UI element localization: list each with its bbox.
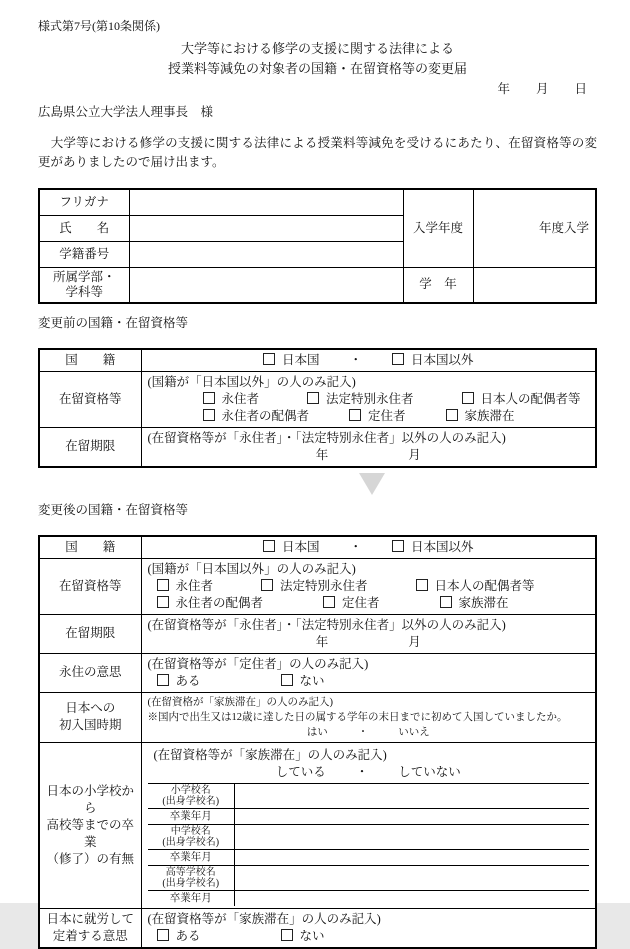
- period-month-label: 月: [408, 635, 421, 649]
- elementary-school-input-cell[interactable]: [235, 783, 590, 808]
- checkbox-icon[interactable]: [323, 596, 335, 608]
- residence-period-cell[interactable]: [141, 614, 596, 653]
- dot-separator: ・: [349, 540, 362, 554]
- intent-no-option: ない: [281, 674, 325, 688]
- status-option: 永住者: [203, 392, 260, 406]
- period-year-label: 年: [316, 448, 329, 462]
- before-section-title: 変更前の国籍・在留資格等: [38, 314, 597, 332]
- table-row: [148, 824, 590, 849]
- entry-no-option[interactable]: いいえ: [398, 727, 430, 738]
- work-intent-options: [141, 909, 596, 949]
- graduation-cell: [141, 742, 596, 909]
- table-row: [39, 267, 596, 303]
- date-day-label: 日: [574, 82, 587, 96]
- document-title-line1: 大学等における修学の支援に関する法律による: [38, 39, 597, 59]
- entry-yes-option[interactable]: はい: [307, 727, 328, 738]
- graduation-date-input-cell[interactable]: [235, 849, 590, 865]
- residence-status-options: [141, 558, 596, 614]
- grade-input-cell[interactable]: [473, 267, 596, 303]
- period-note: (在留資格等が「永住者」・「法定特別永住者」以外の人のみ記入): [148, 617, 590, 634]
- grad-yes-option[interactable]: している: [276, 765, 326, 779]
- non-japan-option: 日本国以外: [392, 353, 474, 367]
- graduation-date-input-cell[interactable]: [235, 808, 590, 824]
- work-note: (在留資格等が「家族滞在」の人のみ記入): [148, 911, 590, 928]
- table-row: [148, 865, 590, 890]
- checkbox-icon[interactable]: [392, 353, 404, 365]
- graduation-label: 日本の小学校から 高校等までの卒業 （修了）の有無: [39, 742, 141, 909]
- transition-arrow-area: [38, 473, 597, 499]
- table-row: [39, 427, 596, 467]
- elementary-school-label: 小学校名 (出身学校名): [148, 783, 235, 808]
- status-option: 定住者: [349, 409, 406, 423]
- table-row: [148, 808, 590, 824]
- checkbox-icon[interactable]: [349, 409, 361, 421]
- status-option: 日本人の配偶者等: [462, 392, 581, 406]
- date-line: [38, 80, 597, 99]
- table-row: [39, 614, 596, 653]
- checkbox-icon[interactable]: [281, 674, 293, 686]
- intent-yes-option: ある: [157, 674, 201, 688]
- checkbox-icon[interactable]: [157, 929, 169, 941]
- nationality-options: [141, 536, 596, 559]
- table-row: [39, 536, 596, 559]
- graduation-date-label: 卒業年月: [148, 890, 235, 906]
- permanent-intent-label: 永住の意思: [39, 653, 141, 692]
- table-row: [39, 349, 596, 372]
- document-title-line2: 授業料等減免の対象者の国籍・在留資格等の変更届: [38, 59, 597, 79]
- work-intent-label: 日本に就労して 定着する意思: [39, 909, 141, 949]
- checkbox-icon[interactable]: [263, 353, 275, 365]
- period-year-label: 年: [316, 635, 329, 649]
- status-option: 永住者: [157, 579, 214, 593]
- checkbox-icon[interactable]: [203, 392, 215, 404]
- japan-option: 日本国: [263, 540, 320, 554]
- checkbox-icon[interactable]: [281, 929, 293, 941]
- checkbox-icon[interactable]: [157, 674, 169, 686]
- table-row: [39, 742, 596, 909]
- date-month-label: 月: [536, 82, 549, 96]
- status-option: 家族滞在: [440, 596, 509, 610]
- checkbox-icon[interactable]: [440, 596, 452, 608]
- graduation-date-input-cell[interactable]: [235, 890, 590, 906]
- addressee: 広島県公立大学法人理事長 様: [38, 103, 597, 122]
- checkbox-icon[interactable]: [203, 409, 215, 421]
- form-number: 様式第7号(第10条関係): [38, 18, 597, 35]
- checkbox-icon[interactable]: [157, 596, 169, 608]
- table-row: [39, 558, 596, 614]
- down-arrow-icon: [359, 473, 385, 495]
- period-note: (在留資格等が「永住者」・「法定特別永住者」以外の人のみ記入): [148, 430, 590, 447]
- department-input-cell[interactable]: [129, 267, 403, 303]
- grade-label: 学 年: [403, 267, 473, 303]
- table-row: [148, 783, 590, 808]
- period-month-label: 月: [408, 448, 421, 462]
- table-row: [39, 371, 596, 427]
- name-input-cell[interactable]: [129, 215, 403, 241]
- entry-note: (在留資格が「家族滞在」の人のみ記入): [148, 695, 590, 710]
- nationality-label: 国 籍: [39, 349, 141, 372]
- residence-status-options: [141, 371, 596, 427]
- residence-period-cell[interactable]: [141, 427, 596, 467]
- before-status-table: [38, 348, 597, 468]
- date-year-label: 年: [497, 82, 510, 96]
- status-option: 法定特別永住者: [307, 392, 414, 406]
- residence-status-label: 在留資格等: [39, 371, 141, 427]
- high-school-label: 高等学校名 (出身学校名): [148, 865, 235, 890]
- junior-high-input-cell[interactable]: [235, 824, 590, 849]
- work-no-option: ない: [281, 929, 325, 943]
- status-option: 永住者の配偶者: [203, 409, 310, 423]
- status-note: (国籍が「日本国以外」の人のみ記入): [148, 561, 590, 578]
- department-label: 所属学部・ 学科等: [39, 267, 129, 303]
- checkbox-icon[interactable]: [392, 540, 404, 552]
- first-entry-label: 日本への 初入国時期: [39, 692, 141, 742]
- furigana-label: フリガナ: [39, 189, 129, 215]
- non-japan-option: 日本国以外: [392, 540, 474, 554]
- grad-no-option[interactable]: していない: [398, 765, 461, 779]
- checkbox-icon[interactable]: [263, 540, 275, 552]
- furigana-input-cell[interactable]: [129, 189, 403, 215]
- intent-note: (在留資格等が「定住者」の人のみ記入): [148, 656, 590, 673]
- first-entry-cell: [141, 692, 596, 742]
- high-school-input-cell[interactable]: [235, 865, 590, 890]
- status-note: (国籍が「日本国以外」の人のみ記入): [148, 374, 590, 391]
- table-row: [39, 909, 596, 949]
- name-label: 氏 名: [39, 215, 129, 241]
- table-row: [148, 890, 590, 906]
- student-id-label: 学籍番号: [39, 241, 129, 267]
- status-option: 家族滞在: [446, 409, 515, 423]
- residence-period-label: 在留期限: [39, 614, 141, 653]
- table-row: [148, 849, 590, 865]
- grad-note: (在留資格等が「家族滞在」の人のみ記入): [154, 747, 584, 764]
- japan-option: 日本国: [263, 353, 320, 367]
- work-yes-option: ある: [157, 929, 201, 943]
- residence-status-label: 在留資格等: [39, 558, 141, 614]
- dot-separator: ・: [356, 765, 369, 779]
- junior-high-school-label: 中学校名 (出身学校名): [148, 824, 235, 849]
- nationality-options: [141, 349, 596, 372]
- dot-separator: ・: [358, 727, 369, 738]
- admission-year-value-cell[interactable]: 年度入学: [473, 189, 596, 267]
- student-info-table: [38, 188, 597, 304]
- body-paragraph: 大学等における修学の支援に関する法律による授業料等減免を受けるにあたり、在留資格等の変更がありましたので届け出ます。: [38, 134, 597, 172]
- nationality-label: 国 籍: [39, 536, 141, 559]
- residence-period-label: 在留期限: [39, 427, 141, 467]
- dot-separator: ・: [349, 353, 362, 367]
- checkbox-icon[interactable]: [157, 579, 169, 591]
- checkbox-icon[interactable]: [462, 392, 474, 404]
- graduation-date-label: 卒業年月: [148, 808, 235, 824]
- status-option: 定住者: [323, 596, 380, 610]
- school-history-table: [148, 783, 590, 907]
- table-row: [39, 189, 596, 215]
- admission-year-label: 入学年度: [403, 189, 473, 267]
- table-row: [39, 692, 596, 742]
- entry-question: ※国内で出生又は12歳に達した日の属する学年の末日までに初めて入国していましたか。: [148, 710, 590, 725]
- status-option: 日本人の配偶者等: [416, 579, 535, 593]
- checkbox-icon[interactable]: [261, 579, 273, 591]
- permanent-intent-options: [141, 653, 596, 692]
- graduation-date-label: 卒業年月: [148, 849, 235, 865]
- student-id-input-cell[interactable]: [129, 241, 403, 267]
- status-option: 永住者の配偶者: [157, 596, 264, 610]
- checkbox-icon[interactable]: [446, 409, 458, 421]
- status-option: 法定特別永住者: [261, 579, 368, 593]
- checkbox-icon[interactable]: [307, 392, 319, 404]
- after-section-title: 変更後の国籍・在留資格等: [38, 501, 597, 519]
- table-row: [39, 653, 596, 692]
- after-status-table: [38, 535, 597, 949]
- checkbox-icon[interactable]: [416, 579, 428, 591]
